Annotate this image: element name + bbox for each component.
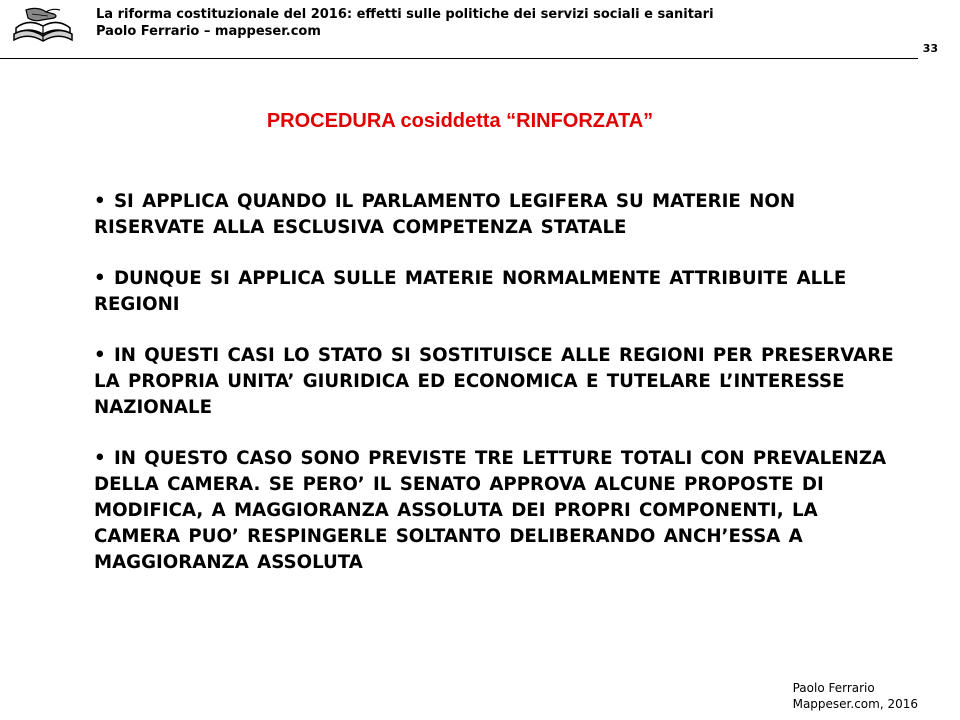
header-author: Paolo Ferrario – mappeser.com [96,24,321,39]
header-divider [0,58,918,59]
bullet-item: • IN QUESTO CASO SONO PREVISTE TRE LETTURE TOTALI CON PREVALENZA DELLA CAMERA. SE PERO’ IL SENATO APPROVA ALCUNE PROPOSTE DI MODIFICA, A MAGGIORANZA ASSOLUTA DEI PROPRI COMPONENTI, LA CAMERA PUO’ RESPINGERLE SOLTANTO DELIBERANDO ANCH’ESSA A MAGGIORANZA ASSOLUTA [94,448,887,573]
bullet-item: • DUNQUE SI APPLICA SULLE MATERIE NORMALMENTE ATTRIBUITE ALLE REGIONI [94,268,847,315]
bullet-item: • SI APPLICA QUANDO IL PARLAMENTO LEGIFERA SU MATERIE NON RISERVATE ALLA ESCLUSIVA COMPETENZA STATALE [94,191,796,238]
bullet-item: • IN QUESTI CASI LO STATO SI SOSTITUISCE ALLE REGIONI PER PRESERVARE LA PROPRIA UNITA’ GIURIDICA ED ECONOMICA E TUTELARE L’INTERESSE NAZIONALE [94,345,894,418]
footer-author: Paolo Ferrario [792,681,875,695]
mappeser-logo-icon [12,4,74,44]
header [96,6,714,40]
footer-site: Mappeser.com, 2016 [792,697,918,711]
presentation-title: La riforma costituzionale del 2016: effetti sulle politiche dei servizi sociali e sanitari [96,7,714,22]
page-number: 33 [922,42,938,55]
bullet-list [94,189,894,601]
footer [793,680,918,712]
slide-title: PROCEDURA cosiddetta “RINFORZATA” [266,110,654,132]
